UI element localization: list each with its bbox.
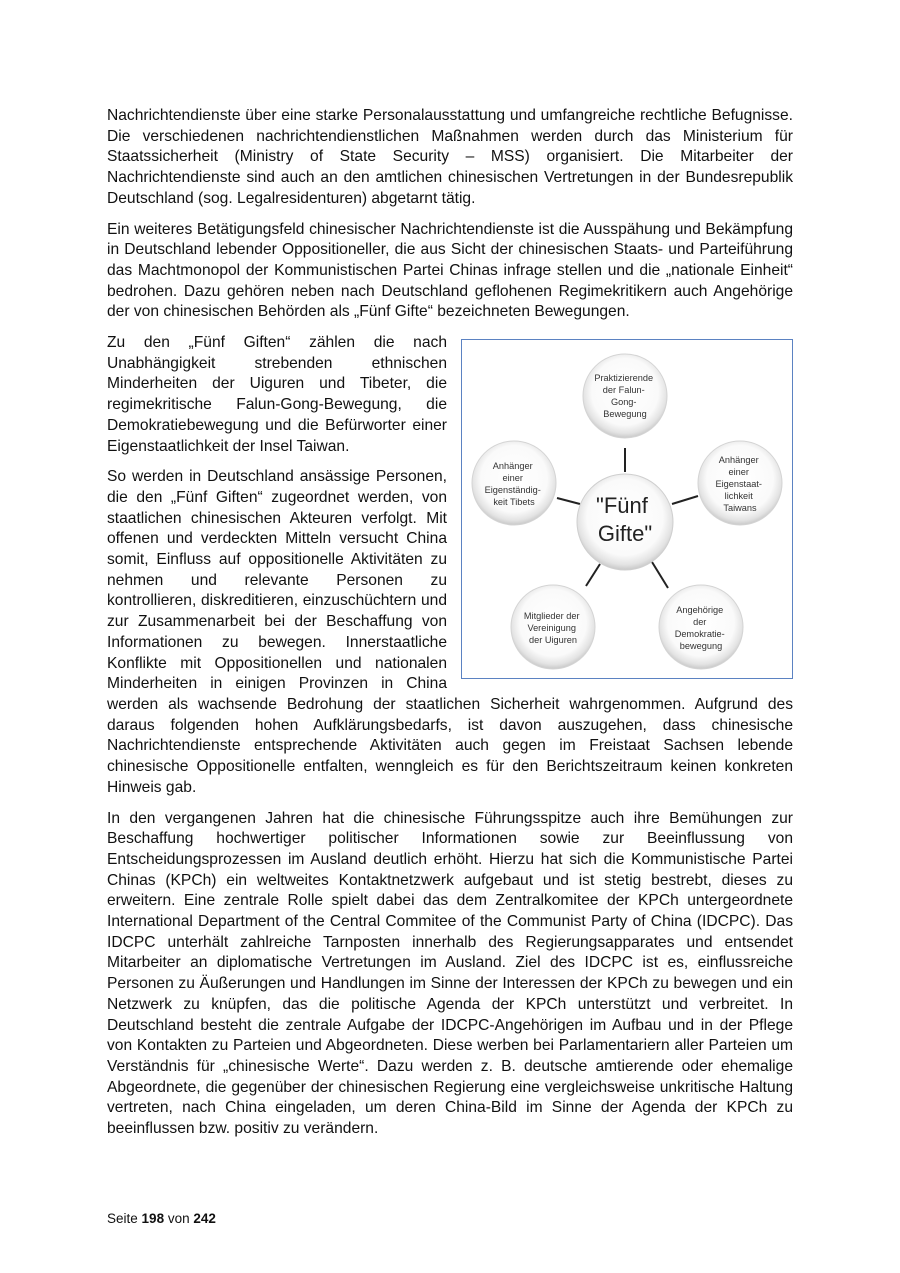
node-left-label: Anhänger einer Eigenständig- keit Tibets <box>484 461 541 508</box>
diagram-canvas <box>462 340 791 677</box>
paragraph-3: Zu den „Fünf Giften“ zählen die nach Unabhängigkeit strebenden ethnischen Minderheiten der Uiguren und Tibeter, die regimekritische Falun-Gong-Bewegung, die Demokratiebewegung und die Befürworter einer Eigenstaatlichkeit der Insel Taiwan. <box>107 334 447 455</box>
connector-left <box>557 498 580 504</box>
node-bottom-right-label: Angehörige der Demokratie- bewegung <box>674 605 725 652</box>
paragraph-2: Ein weiteres Betätigungsfeld chinesischer Nachrichtendienste ist die Ausspähung und Bekämpfung in Deutschland lebender Oppositioneller, die aus Sicht der chinesischen Staats- und Parteiführung das Machtmonopol der Kommunistischen Partei Chinas infrage stellen und die „nationale Einheit“ bedrohen. Dazu gehören neben nach Deutschland geflohenen Regimekritikern auch Angehörige der von chinesischen Behörden als „Fünf Gifte“ bezeichneten Bewegungen. <box>107 220 793 321</box>
center-label: "Fünf Gifte" <box>596 493 653 547</box>
footer-middle: von <box>167 1211 190 1226</box>
node-bottom-right-circle <box>659 585 743 669</box>
paragraph-4: So werden in Deutschland ansässige Personen, die den „Fünf Giften“ zugeordnet werden, von staatlichen chinesischen Akteuren verfolgt. Mit offenen und verdeckten Mitteln versucht China somit, Einfluss auf oppositionelle Aktivitäten zu nehmen und relevante Personen zu kontrollieren, diskreditieren, einzuschüchtern und zur Zusammenarbeit bei der Beschaffung von Informationen zu bewegen. Innerstaatliche Konflikte mit Oppositionellen und nationalen Minderheiten in einigen Provinzen in China werden als wachsende Bedrohung der staatlichen Sicherheit wahrgenommen. Aufgrund des daraus folgenden hohen Aufklärungsbedarfs, ist davon auszugehen, dass chinesische Nachrichtendienste entsprechende Aktivitäten auch gegen im Freistaat Sachsen lebende chinesische Oppositionelle entfalten, wenngleich es für den Berichtszeitraum keinen konkreten Hinweis gab. <box>107 468 793 796</box>
connector-bottom-left <box>586 564 600 586</box>
footer-current-page: 198 <box>141 1211 165 1226</box>
node-right-label: Anhänger einer Eigenstaat- lichkeit Taiwans <box>715 455 762 514</box>
paragraph-5: In den vergangenen Jahren hat die chinesische Führungsspitze auch ihre Bemühungen zur Beschaffung hochwertiger politischer Informationen sowie zur Beeinflussung von Entscheidungsprozessen im Ausland deutlich erhöht. Hierzu hat sich die Kommunistische Partei Chinas (KPCh) ein weltweites Kontaktnetzwerk aufgebaut und ist stetig bestrebt, dieses zu erweitern. Eine zentrale Rolle spielt dabei das dem Zentralkomitee der KPCh untergeordnete International Department of the Central Commitee of the Communist Party of China (IDCPC). Das IDCPC unterhält zahlreiche Tarnposten innerhalb des Regierungsapparates und entsendet Mitarbeiter an diplomatische Vertretungen im Ausland. Ziel des IDCPC ist es, einflussreiche Personen zu Äußerungen und Handlungen im Sinne der Interessen der KPCh zu bewegen und ein Netzwerk zu knüpfen, das die politische Agenda der KPCh unterstützt und verbreitet. In Deutschland besteht die zentrale Aufgabe der IDCPC-Angehörigen im Aufbau und in der Pflege von Kontakten zu Parteien und Abgeordneten. Diese werben bei Parlamentariern aller Parteien um Verständnis für „chinesische Werte“. Dazu werden z. B. deutsche amtierende oder ehemalige Abgeordnete, die gegenüber der chinesischen Regierung eine vergleichsweise unkritische Haltung vertreten, nach China eingeladen, um deren China-Bild im Sinne der Agenda der KPCh zu beeinflussen bzw. positiv zu verändern. <box>107 809 793 1138</box>
connector-right <box>672 496 698 504</box>
connector-bottom-right <box>652 562 668 588</box>
node-top-circle <box>583 354 667 438</box>
body-text <box>107 106 793 1150</box>
footer-prefix: Seite <box>107 1211 138 1226</box>
footer-total-pages: 242 <box>193 1211 216 1226</box>
paragraph-1: Nachrichtendienste über eine starke Personalausstattung und umfangreiche rechtliche Befugnisse. Die verschiedenen nachrichtendienstlichen Maßnahmen werden durch das Ministerium für Staatssicherheit (Ministry of State Security – MSS) organisiert. Die Mitarbeiter der Nachrichtendienste sind auch an den amtlichen chinesischen Vertretungen in der Bundesrepublik Deutschland (sog. Legalresidenturen) abgetarnt tätig. <box>107 107 793 207</box>
node-left-circle <box>472 441 556 525</box>
node-bottom-left-label: Mitglieder der Vereinigung der Uiguren <box>523 611 580 646</box>
node-top-label: Praktizierende der Falun- Gong- Bewegung <box>594 373 654 420</box>
page-footer <box>107 1211 216 1226</box>
five-poisons-diagram <box>461 339 793 679</box>
